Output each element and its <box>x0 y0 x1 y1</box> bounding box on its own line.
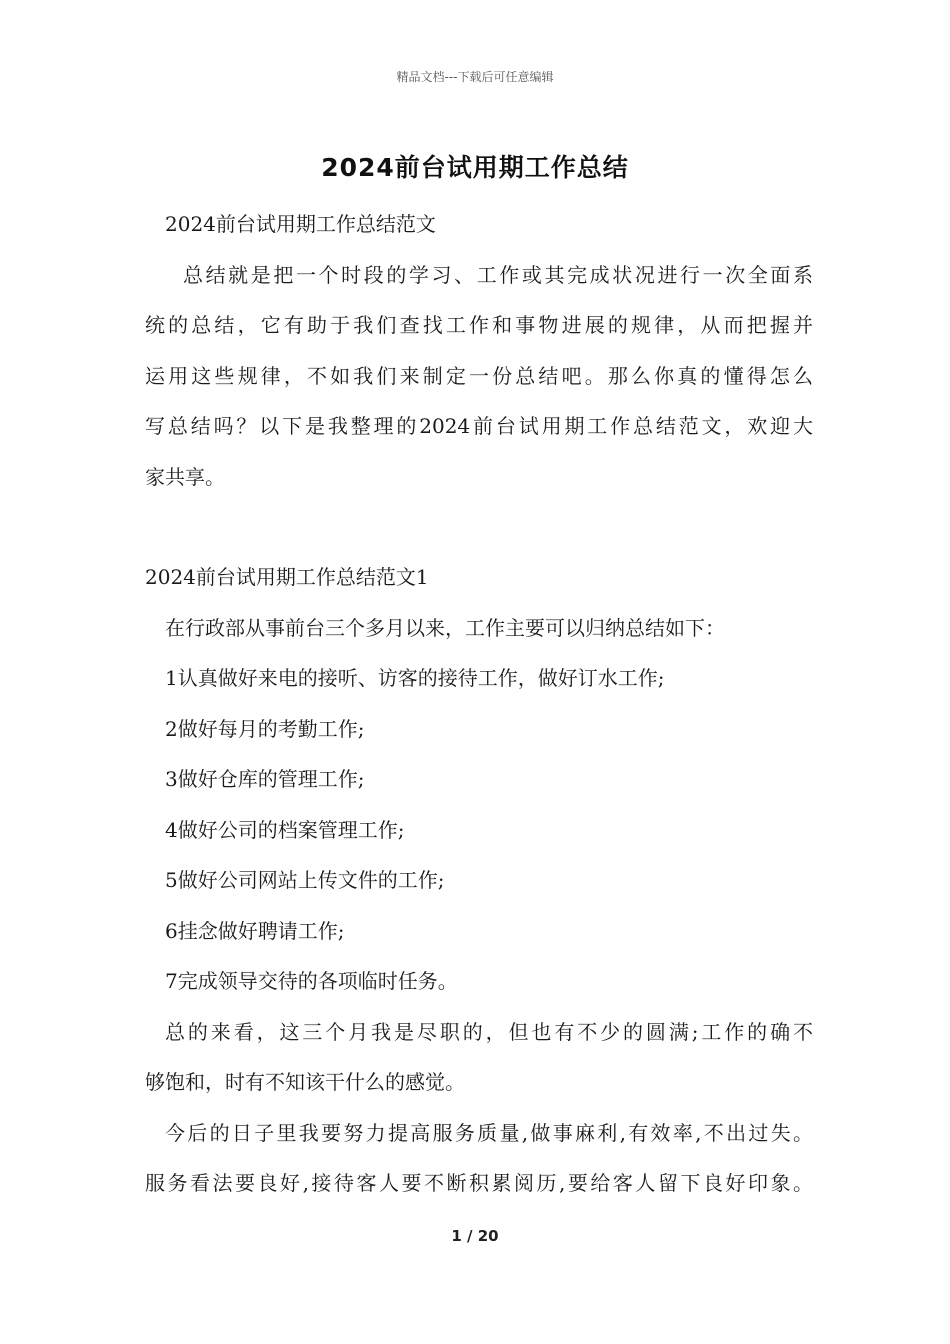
summary-line: 总的来看，这三个月我是尽职的，但也有不少的圆满;工作的确不 <box>165 1019 813 1044</box>
list-item: 3做好仓库的管理工作; <box>165 767 365 791</box>
summary-line: 够饱和，时有不知该干什么的感觉。 <box>145 1070 465 1094</box>
list-item: 2做好每月的考勤工作; <box>165 716 365 741</box>
list-item: 6挂念做好聘请工作; <box>165 918 345 943</box>
document-body <box>145 199 813 1209</box>
plan-line: 服务看法要良好,接待客人要不断积累阅历,要给客人留下良好印象。 <box>145 1171 813 1195</box>
list-item: 7完成领导交待的各项临时任务。 <box>165 969 458 993</box>
section-heading: 2024前台试用期工作总结范文1 <box>145 565 429 589</box>
list-item: 5做好公司网站上传文件的工作; <box>165 868 445 892</box>
intro-line: 家共享。 <box>145 464 225 489</box>
blank-line <box>145 502 813 552</box>
intro-line: 总结就是把一个时段的学习、工作或其完成状况进行一次全面系 <box>183 262 813 287</box>
summary-paragraph <box>145 1007 813 1108</box>
list-item: 1认真做好来电的接听、访客的接待工作，做好订水工作; <box>165 666 665 690</box>
list-item: 4做好公司的档案管理工作; <box>165 817 405 842</box>
page-number: 1 / 20 <box>451 1227 499 1245</box>
document-title: 2024前台试用期工作总结 <box>321 153 629 182</box>
plan-line: 今后的日子里我要努力提高服务质量,做事麻利,有效率,不出过失。 <box>165 1120 813 1145</box>
plan-paragraph <box>145 1108 813 1209</box>
header-note: 精品文档---下载后可任意编辑 <box>396 70 554 84</box>
intro-paragraph <box>145 250 813 503</box>
lead-paragraph: 在行政部从事前台三个多月以来，工作主要可以归纳总结如下： <box>165 615 725 640</box>
intro-line: 写总结吗？以下是我整理的2024前台试用期工作总结范文，欢迎大 <box>145 414 813 438</box>
subtitle: 2024前台试用期工作总结范文 <box>165 212 436 236</box>
intro-line: 运用这些规律，不如我们来制定一份总结吧。那么你真的懂得怎么 <box>145 363 813 388</box>
intro-line: 统的总结，它有助于我们查找工作和事物进展的规律，从而把握并 <box>145 313 813 337</box>
task-list <box>145 653 813 1007</box>
